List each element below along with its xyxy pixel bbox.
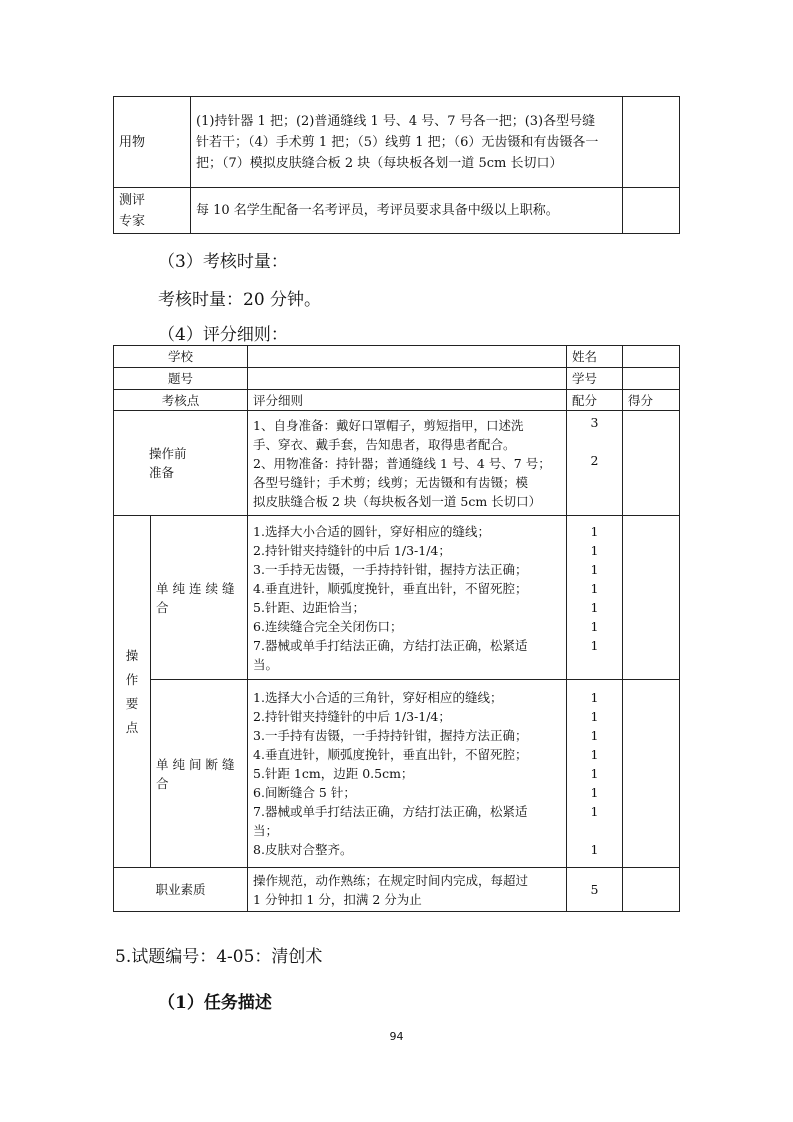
- table-header-row: [114, 390, 680, 411]
- text-line: 1: [590, 580, 599, 596]
- label-line: 合: [156, 599, 173, 615]
- continuous-scores: [567, 516, 623, 680]
- continuous-label: [151, 516, 248, 680]
- text-line: 当。: [253, 656, 279, 672]
- empty-cell: [623, 516, 680, 680]
- text-line: 1: [590, 804, 599, 819]
- prep-label: [114, 411, 248, 516]
- text-line: 1: [590, 747, 599, 762]
- examiner-content: 每 10 名学生配备一名考评员，考评员要求具备中级以上职称。: [191, 188, 623, 234]
- student-id-label: 学号: [567, 368, 623, 390]
- text-line: 1: [590, 690, 599, 705]
- label-line: 操作前: [149, 446, 187, 461]
- interrupted-label: [151, 680, 248, 868]
- label-char: 操: [125, 647, 139, 663]
- materials-table: [113, 96, 680, 234]
- text-line: [572, 655, 617, 674]
- prep-scores: [567, 411, 623, 516]
- ops-label: [114, 516, 151, 868]
- text-line: 2.持针钳夹持缝针的中后 1/3-1/4；: [253, 542, 451, 558]
- text-line: 6.连续缝合完全关闭伤口；: [253, 618, 403, 634]
- empty-cell: [623, 97, 680, 188]
- text-line: 1: [590, 766, 599, 781]
- text-line: 1: [590, 618, 599, 634]
- text-line: 1: [590, 561, 599, 577]
- interrupted-scores: [567, 680, 623, 868]
- text-line: 7.器械或单手打结法正确，方结打法正确，松紧适: [253, 637, 528, 653]
- label-line: 专家: [119, 213, 146, 229]
- interrupted-row: [114, 680, 680, 868]
- quality-score: 5: [567, 868, 623, 912]
- text-line: 手、穿衣、戴手套，告知患者，取得患者配合。: [253, 436, 516, 452]
- page-number: 94: [389, 1030, 404, 1043]
- text-line: [572, 821, 617, 840]
- text-line: 1 分钟扣 1 分，扣满 2 分为止: [253, 891, 422, 907]
- empty-cell: [623, 368, 680, 390]
- continuous-row: [114, 516, 680, 680]
- continuous-rules: [248, 516, 567, 680]
- text-line: 1、自身准备：戴好口罩帽子，剪短指甲，口述洗: [253, 417, 524, 433]
- prep-row: [114, 411, 680, 516]
- scoring-table: [113, 345, 680, 912]
- text-line: 5.针距 1cm，边距 0.5cm；: [253, 766, 414, 781]
- text-line: 各型号缝针；手术剪；线剪；无齿镊和有齿镊；模: [253, 474, 529, 490]
- row-label: 用物: [114, 97, 191, 188]
- empty-cell: [623, 411, 680, 516]
- label-line: 合: [156, 775, 173, 791]
- empty-cell: [623, 188, 680, 234]
- header-got: 得分: [623, 390, 680, 411]
- text-line: 3: [590, 415, 599, 430]
- table-row: [114, 346, 680, 368]
- header-rules: 评分细则: [248, 390, 567, 411]
- text-line: 2、用物准备：持针器；普通缝线 1 号、4 号、7 号；: [253, 455, 551, 471]
- heading-3: （3）考核时量：: [158, 252, 288, 272]
- label-line: 准备: [149, 465, 175, 480]
- header-point: 考核点: [114, 390, 248, 411]
- text-line: 1: [590, 709, 599, 724]
- text-line: 操作规范，动作熟练；在规定时间内完成，每超过: [253, 872, 529, 888]
- text-line: [572, 489, 617, 508]
- interrupted-rules: [248, 680, 567, 868]
- empty-cell: [623, 346, 680, 368]
- name-label: 姓名: [567, 346, 623, 368]
- heading-5-1: （1）任务描述: [158, 993, 272, 1013]
- quality-label: 职业素质: [114, 868, 248, 912]
- table-row: [114, 97, 680, 188]
- text-line: 1: [590, 842, 599, 857]
- label-char: 要: [125, 695, 139, 711]
- text-line: 3.一手持无齿镊，一手持持针钳，握持方法正确；: [253, 561, 528, 577]
- text-line: 1.选择大小合适的三角针，穿好相应的缝线；: [253, 690, 503, 705]
- text-line: 2: [590, 453, 599, 468]
- text-line: 拟皮肤缝合板 2 块（每块板各划一道 5cm 长切口）: [253, 493, 542, 509]
- heading-4: （4）评分细则：: [158, 325, 288, 345]
- label-char: 点: [125, 719, 139, 735]
- text-line: 1: [590, 523, 599, 539]
- empty-cell: [248, 368, 567, 390]
- text-line: [572, 432, 617, 451]
- table-row: [114, 188, 680, 234]
- text-line: 针若干；（4）手术剪 1 把；（5）线剪 1 把；（6）无齿镊和有齿镊各一: [196, 134, 599, 150]
- prep-rules: [248, 411, 567, 516]
- text-line: 1: [590, 728, 599, 743]
- text-line: 1: [590, 542, 599, 558]
- school-label: 学校: [114, 346, 248, 368]
- time-text: 考核时量：20 分钟。: [158, 290, 322, 310]
- text-line: 1: [590, 785, 599, 800]
- quality-rules: [248, 868, 567, 912]
- text-line: 2.持针钳夹持缝针的中后 1/3-1/4；: [253, 709, 451, 724]
- empty-cell: [623, 868, 680, 912]
- text-line: (1)持针器 1 把；(2)普通缝线 1 号、4 号、7 号各一把；(3)各型号缝: [196, 113, 596, 129]
- materials-content: [191, 97, 623, 188]
- text-line: 把；（7）模拟皮肤缝合板 2 块（每块板各划一道 5cm 长切口）: [196, 155, 563, 171]
- row-label: [114, 188, 191, 234]
- text-line: 8.皮肤对合整齐。: [253, 842, 353, 857]
- label-line: 单纯连续缝: [156, 580, 239, 596]
- text-line: 1.选择大小合适的圆针，穿好相应的缝线；: [253, 523, 490, 539]
- text-line: 6.间断缝合 5 针；: [253, 785, 356, 800]
- empty-cell: [623, 680, 680, 868]
- empty-cell: [248, 346, 567, 368]
- text-line: 4.垂直进针，顺弧度挽针，垂直出针，不留死腔；: [253, 747, 528, 762]
- heading-5: 5.试题编号：4-05：清创术: [115, 947, 323, 967]
- text-line: 1: [590, 637, 599, 653]
- text-line: 5.针距、边距恰当；: [253, 599, 365, 615]
- text-line: 1: [590, 599, 599, 615]
- label-char: 作: [125, 671, 139, 687]
- table-row: [114, 368, 680, 390]
- label-line: 单纯间断缝: [156, 756, 239, 772]
- question-label: 题号: [114, 368, 248, 390]
- header-score: 配分: [567, 390, 623, 411]
- text-line: [572, 470, 617, 489]
- quality-row: [114, 868, 680, 912]
- text-line: 4.垂直进针，顺弧度挽针，垂直出针，不留死腔；: [253, 580, 528, 596]
- text-line: 7.器械或单手打结法正确，方结打法正确，松紧适: [253, 804, 528, 819]
- text-line: 3.一手持有齿镊，一手持持针钳，握持方法正确；: [253, 728, 528, 743]
- label-line: 测评: [119, 192, 146, 208]
- text-line: 当；: [253, 823, 279, 838]
